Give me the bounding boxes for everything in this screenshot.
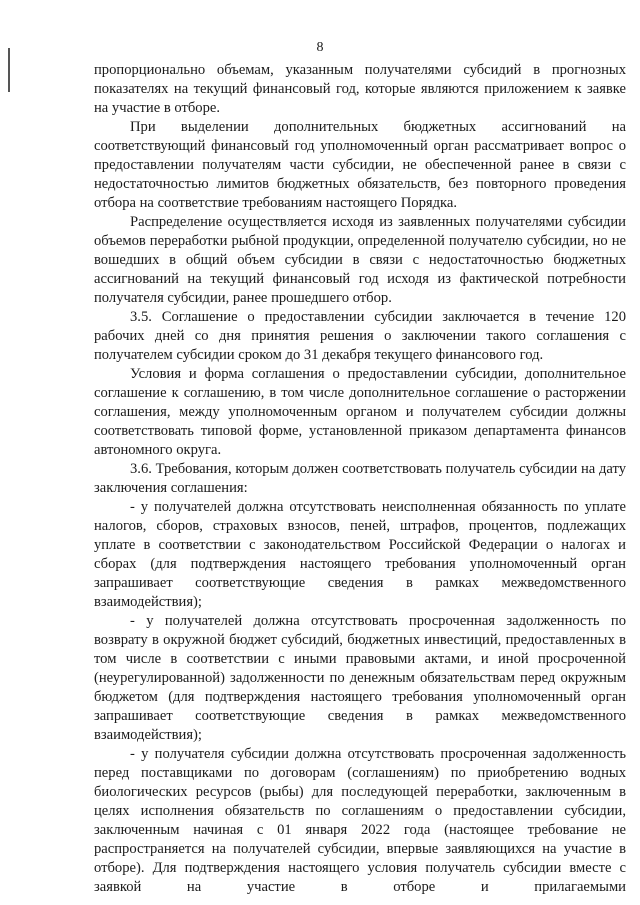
paragraph-continuation: пропорционально объемам, указанным получателями субсидий в прогнозных показателях на текущий финансовый год, которые являются приложением к заявке на участие в отборе. (94, 62, 626, 116)
paragraph-distribution: Распределение осуществляется исходя из заявленных получателями субсидии объемов переработки рыбной продукции, определенной получателю субсидии, но не вошедших в общий объем субсидии в связи с недостаточностью бюджетных ассигнований на текущий финансовый год исходя из фактической потребности получателя субсидии, ранее прошедшего отбор. (94, 214, 626, 306)
list-item-supplier-debt: - у получателя субсидии должна отсутствовать просроченная задолженность перед поставщиками по договорам (соглашениям) по приобретению водных биологических ресурсов (рыбы) для последующей переработки, заключенным в целях исполнения обязательств по соглашениям о предоставлении субсидии, заключенным начиная с 01 января 2022 года (настоящее требование не распространяется на получателей субсидии, впервые заявляющихся на участие в отборе). Для подтверждения настоящего условия получатель субсидии вместе с заявкой на участие в отборе и прилагаемыми (94, 746, 626, 895)
list-item-budget-debt: - у получателей должна отсутствовать просроченная задолженность по возврату в окружной бюджет субсидий, бюджетных инвестиций, предоставленных в том числе в соответствии с иными правовыми актами, и иной просроченной (неурегулированной) задолженности по денежным обязательствам перед окружным бюджетом (для подтверждения настоящего требования уполномоченный орган запрашивает соответствующие сведения в рамках межведомственного взаимодействия); (94, 613, 626, 743)
paragraph-3-6-requirements: 3.6. Требования, которым должен соответствовать получатель субсидии на дату заключения соглашения: (94, 461, 626, 496)
paragraph-agreement-conditions: Условия и форма соглашения о предоставлении субсидии, дополнительное соглашение к соглашению, в том числе дополнительное соглашение о расторжении соглашения, между уполномоченным органом и получателем субсидии должны соответствовать типовой форме, установленной приказом департамента финансов автономного округа. (94, 366, 626, 458)
document-body (94, 61, 626, 897)
list-item-tax-obligations: - у получателей должна отсутствовать неисполненная обязанность по уплате налогов, сборов, страховых взносов, пеней, штрафов, процентов, подлежащих уплате в соответствии с законодательством Российской Федерации о налогах и сборах (для подтверждения настоящего требования уполномоченный орган запрашивает соответствующие сведения в рамках межведомственного взаимодействия); (94, 499, 626, 610)
paragraph-additional-allocations: При выделении дополнительных бюджетных ассигнований на соответствующий финансовый год уполномоченный орган рассматривает вопрос о предоставлении получателям части субсидии, не обеспеченной ранее в связи с недостаточностью лимитов бюджетных обязательств, без повторного проведения отбора на соответствие требованиям настоящего Порядка. (94, 119, 626, 211)
paragraph-3-5-agreement: 3.5. Соглашение о предоставлении субсидии заключается в течение 120 рабочих дней со дня принятия решения о заключении такого соглашения с получателем субсидии сроком до 31 декабря текущего финансового год. (94, 309, 626, 363)
page-number: 8 (316, 40, 324, 55)
